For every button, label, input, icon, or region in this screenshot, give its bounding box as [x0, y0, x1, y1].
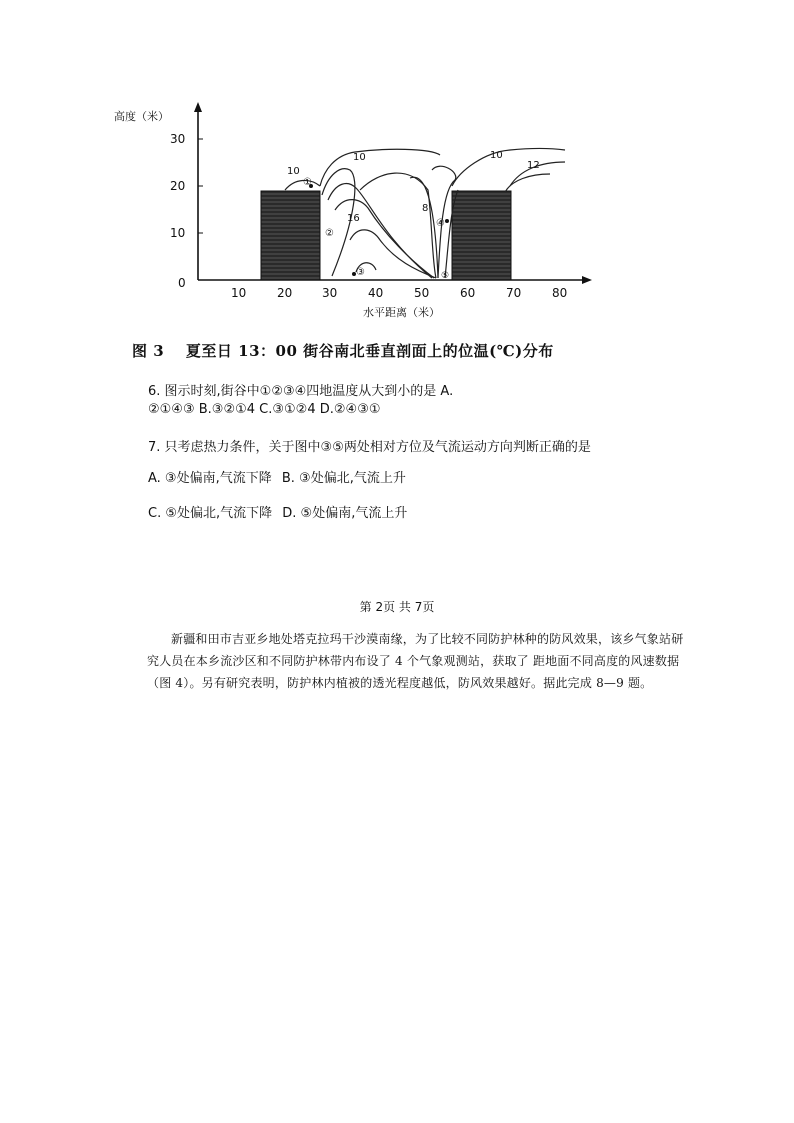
y-tick-20: 20	[170, 179, 186, 193]
question-7-option-b: B. ③处偏北,气流上升	[281, 471, 406, 486]
y-tick-30: 30	[170, 132, 186, 146]
y-tick-0: 0	[178, 276, 186, 290]
point-2-label: ②	[325, 228, 334, 239]
x-tick-70: 70	[506, 286, 522, 300]
page-number: 第 2页 共 7页	[359, 600, 435, 614]
potential-temperature-figure	[110, 100, 600, 335]
x-tick-30: 30	[322, 286, 338, 300]
y-tick-10: 10	[170, 226, 186, 240]
contour-label-16: 16	[347, 213, 360, 224]
x-axis-arrow	[582, 276, 592, 284]
point-5-label: ⑤	[441, 271, 450, 281]
intro-paragraph: 新疆和田市吉亚乡地处塔克拉玛干沙漠南缘，为了比较不同防护林种的防风效果，该乡气象站研究人员在本乡流沙区和不同防护林带内布设了 4 个气象观测站，获取了 距地面不同高度的风速数据（图 4）。另有研究表明，防护林内植被的透光程度越低，防风效果越好。据此完成 8—9 题。	[147, 632, 684, 690]
x-tick-20: 20	[277, 286, 293, 300]
figure-caption-text: 夏至日 13：00 街谷南北垂直剖面上的位温(℃)分布	[185, 342, 554, 360]
question-7-option-d: D. ⑤处偏南,气流上升	[282, 506, 408, 521]
figure-caption	[132, 340, 554, 361]
point-4-marker	[445, 219, 449, 223]
building-left	[261, 191, 320, 280]
question-7-options-row-1	[148, 467, 412, 486]
point-3-label: ③	[356, 267, 365, 278]
x-tick-60: 60	[460, 286, 476, 300]
y-axis-label: 高度（米）	[114, 110, 169, 123]
point-1-label: ①	[303, 177, 312, 188]
question-7-option-a: A. ③处偏南,气流下降	[148, 471, 272, 486]
contour-label-10-mid: 10	[353, 152, 366, 163]
building-right	[452, 191, 511, 280]
contour-label-10-right: 10	[490, 150, 503, 161]
figure-caption-number: 图 3	[132, 342, 165, 360]
question-6-stem: 6. 图示时刻,街谷中①②③④四地温度从大到小的是 A.	[148, 384, 454, 399]
contour-label-8: 8	[422, 203, 429, 214]
question-7-option-c: C. ⑤处偏北,气流下降	[148, 506, 273, 521]
y-axis-arrow	[194, 102, 202, 112]
x-axis-label: 水平距离（米）	[363, 306, 440, 319]
x-tick-10: 10	[231, 286, 247, 300]
question-6-options: ②①④③ B.③②①4 C.③①②4 D.②④③①	[148, 402, 381, 417]
x-tick-80: 80	[552, 286, 568, 300]
x-tick-50: 50	[414, 286, 430, 300]
x-tick-40: 40	[368, 286, 384, 300]
contour-label-10-left: 10	[287, 166, 300, 177]
contour-label-12: 12	[527, 160, 540, 171]
question-7-options-row-2	[148, 502, 413, 521]
point-4-label: ④	[436, 218, 445, 229]
x-ticks	[231, 286, 567, 300]
question-7-stem: 7. 只考虑热力条件，关于图中③⑤两处相对方位及气流运动方向判断正确的是	[148, 440, 591, 455]
